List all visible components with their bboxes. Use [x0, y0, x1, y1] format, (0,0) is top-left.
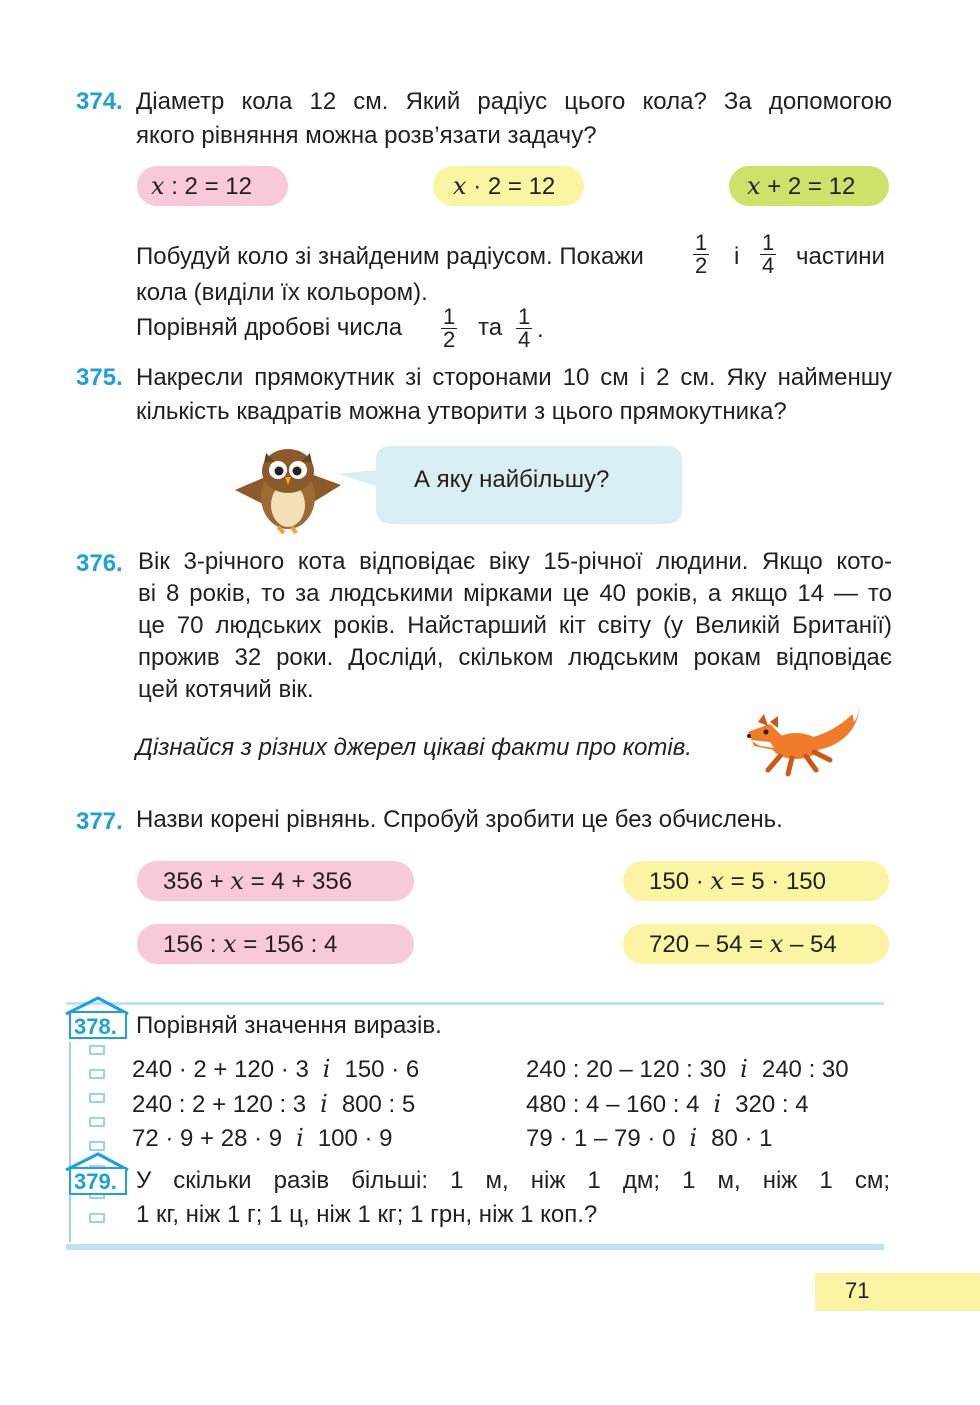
expr-a: 480 : 4 – 160 : 4 [526, 1091, 700, 1118]
task-377-title: Назви корені рівнянь. Спробуй зробити це без обчислень. [136, 806, 783, 833]
expr-a: 240 · 2 + 120 · 3 [132, 1056, 309, 1083]
task-379-line1: У скільки разів більші: 1 м, ніж 1 дм; 1 м, ніж 1 см; [136, 1167, 890, 1194]
numerator: 1 [443, 304, 456, 329]
notebook-rings [66, 1042, 106, 1242]
numerator: 1 [695, 230, 708, 255]
expression-row-1-left [132, 1052, 419, 1087]
expr-b: 80 · 1 [711, 1125, 773, 1152]
task-374-build: Побудуй коло зі знайденим радіусом. Покажи [136, 243, 644, 270]
expression-row-3-left [132, 1121, 393, 1156]
speech-bubble-text: А яку найбільшу? [414, 466, 610, 493]
variable-x: x [747, 172, 761, 200]
expr-part: 356 + [163, 868, 231, 895]
expr-b: 100 · 9 [317, 1125, 393, 1152]
task-376-line1: Вік 3-річного кота відповідає віку 15-річної людини. Якщо кото- [138, 548, 892, 575]
owl-illustration [230, 445, 346, 535]
expression-row-2-left [132, 1087, 415, 1122]
task-376-line3: це 70 людських років. Найстарший кіт світу (у Великій Британії) [138, 612, 892, 639]
variable-x: x [223, 930, 237, 958]
expr-part: 720 – 54 = [649, 931, 770, 958]
expr-a: 240 : 2 + 120 : 3 [132, 1091, 307, 1118]
variable-x: x [453, 172, 467, 200]
expr-part: 150 · [649, 868, 711, 895]
task-376-line4: прожив 32 роки. Досліди́, скільком людським рокам відповідає [138, 644, 892, 671]
variable-x: x [710, 867, 724, 895]
task-number-375: 375. [76, 364, 123, 391]
task-number-378: 378. [74, 1014, 117, 1039]
word-ta: та [478, 314, 503, 341]
task-376-tip: Дізнайся з різних джерел цікаві факти про котів. [136, 734, 692, 761]
task-375-line2: кількість квадратів можна утворити з цього прямокутника? [136, 398, 787, 425]
numerator: 1 [518, 304, 531, 329]
task-374-line1: Діаметр кола 12 см. Який радіус цього кола? За допомогою [136, 88, 892, 115]
task-374-line-b2: кола (виділи їх кольором). [136, 279, 428, 306]
equation-option-3 [729, 166, 889, 206]
equation-option-2 [433, 166, 584, 206]
page-number-bar [815, 1273, 980, 1311]
expr-a: 240 : 20 – 120 : 30 [526, 1056, 727, 1083]
expr-b: 800 : 5 [341, 1091, 416, 1118]
task-number-379: 379. [74, 1169, 117, 1194]
denominator: 4 [518, 327, 531, 352]
expression-row-2-right [526, 1087, 809, 1122]
expr-part: = 5 · 150 [723, 868, 826, 895]
equation-rest: · 2 = 12 [466, 173, 556, 200]
fox-illustration [740, 702, 864, 778]
task-number-374: 374. [76, 88, 123, 115]
compare-i: і [713, 1090, 722, 1118]
expr-b: 150 · 6 [344, 1056, 420, 1083]
denominator: 2 [695, 253, 708, 278]
rings-icon [66, 1042, 106, 1242]
numerator: 1 [762, 230, 775, 255]
expr-a: 79 · 1 – 79 · 0 [526, 1125, 676, 1152]
expr-part: – 54 [783, 931, 837, 958]
expr-part: = 4 + 356 [243, 868, 353, 895]
word-parts: частини [796, 243, 885, 270]
task-number-376: 376. [76, 550, 123, 577]
compare-i: і [322, 1055, 331, 1083]
denominator: 2 [443, 327, 456, 352]
expr-a: 72 · 9 + 28 · 9 [132, 1125, 283, 1152]
compare-i: і [320, 1090, 328, 1118]
equation-card-4 [623, 924, 889, 964]
expr-b: 320 : 4 [735, 1091, 809, 1118]
page-number: 71 [845, 1278, 870, 1303]
task-379-line2: 1 кг, ніж 1 г; 1 ц, ніж 1 кг; 1 грн, ніж 1 коп.? [136, 1201, 598, 1228]
word-and: і [734, 243, 740, 270]
equation-card-2 [623, 861, 889, 901]
expr-part: = 156 : 4 [236, 931, 338, 958]
task-375-line1: Накресли прямокутник зі сторонами 10 см і 2 см. Яку найменшу [136, 364, 892, 391]
expr-b: 240 : 30 [761, 1056, 849, 1083]
equation-card-1 [137, 861, 414, 901]
expression-row-1-right [526, 1052, 849, 1087]
variable-x: x [151, 172, 165, 200]
task-376-line5: цей котячий вік. [138, 676, 314, 703]
fraction-one-half [441, 306, 457, 351]
equation-rest: + 2 = 12 [760, 173, 856, 200]
task-376-line2: ві 8 років, то за людськими мірками це 40 років, а якщо 14 — то [138, 580, 892, 607]
variable-x: x [769, 930, 784, 958]
variable-x: x [230, 867, 244, 895]
task-number-377: 377. [76, 808, 123, 835]
expression-row-3-right [526, 1121, 773, 1156]
compare-i: і [689, 1124, 698, 1152]
equation-card-3 [137, 924, 414, 964]
denominator: 4 [762, 253, 775, 278]
expr-part: 156 : [163, 931, 224, 958]
homework-top-rule [66, 1002, 884, 1005]
task-378-title: Порівняй значення виразів. [136, 1012, 442, 1039]
fraction-one-quarter [760, 232, 776, 277]
fraction-one-half [693, 232, 709, 277]
period: . [537, 316, 544, 343]
compare-i: і [296, 1124, 304, 1152]
compare-i: і [740, 1055, 748, 1083]
task-374-compare: Порівняй дробові числа [136, 314, 403, 341]
fraction-one-quarter [516, 306, 532, 351]
equation-option-1 [137, 166, 288, 206]
homework-bottom-rule [66, 1244, 884, 1250]
task-374-line2: якого рівняння можна розв’язати задачу? [136, 122, 597, 149]
equation-rest: : 2 = 12 [164, 173, 252, 200]
